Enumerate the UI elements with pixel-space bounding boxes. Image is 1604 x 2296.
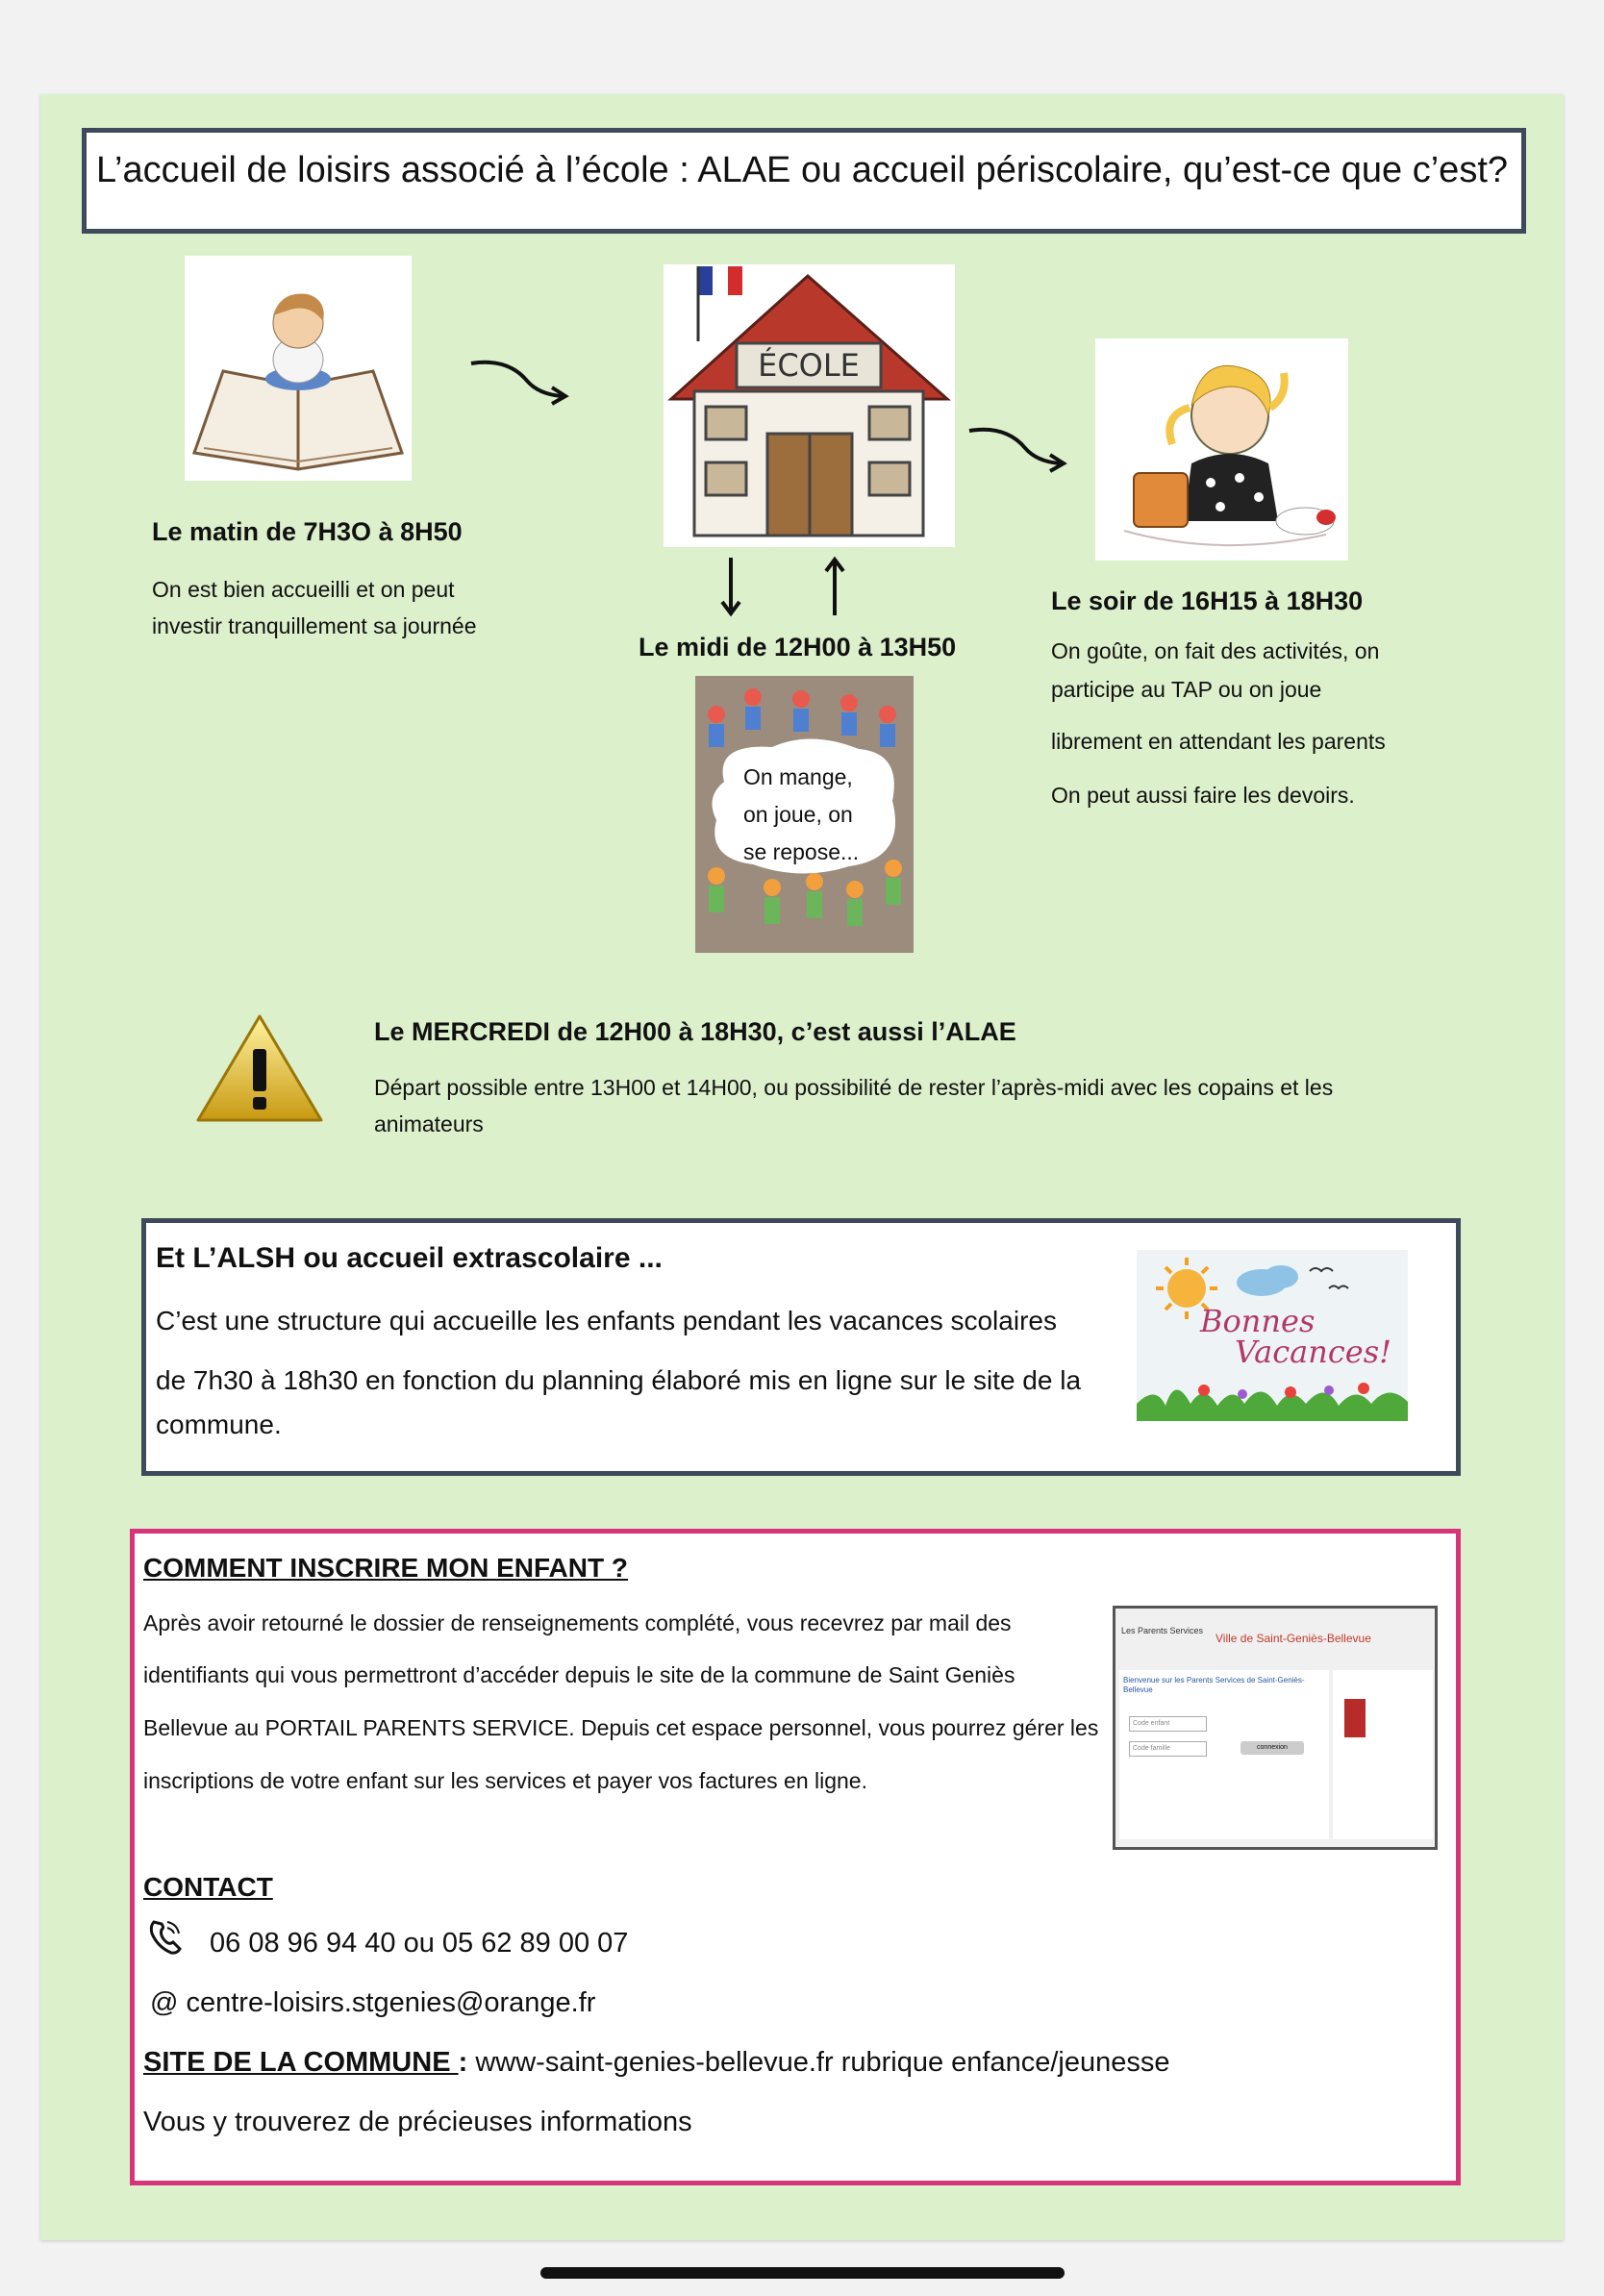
- evening-heading: Le soir de 16H15 à 18H30: [1051, 586, 1364, 615]
- site-colon: :: [458, 2047, 468, 2078]
- alsh-box: [141, 1218, 1461, 1476]
- alsh-line: C’est une structure qui accueille les enfants pendant les vacances scolaires: [156, 1306, 1057, 1335]
- evening-line: participe au TAP ou on joue: [1051, 677, 1322, 702]
- children-playing-illustration: [695, 676, 914, 953]
- contact-email: @ centre-loisirs.stgenies@orange.fr: [150, 1987, 596, 2018]
- title-box: [82, 128, 1526, 234]
- alsh-line: commune.: [156, 1410, 282, 1439]
- portal-side: [1333, 1670, 1433, 1839]
- wednesday-heading: Le MERCREDI de 12H00 à 18H30, c’est aussi l’ALAE: [374, 1017, 1016, 1046]
- portal-main: [1119, 1670, 1329, 1839]
- contact-phone: 06 08 96 94 40 ou 05 62 89 00 07: [210, 1928, 629, 1959]
- warning-icon: [194, 1012, 325, 1128]
- contact-heading: CONTACT: [143, 1872, 273, 1902]
- evening-line: On peut aussi faire les devoirs.: [1051, 783, 1355, 808]
- inscription-line: Après avoir retourné le dossier de renseignements complété, vous recevrez par mail des: [143, 1610, 1012, 1635]
- portal-site-title: Ville de Saint-Geniès-Bellevue: [1216, 1632, 1371, 1645]
- contact-note: Vous y trouverez de précieuses informations: [143, 2107, 692, 2137]
- noon-heading: Le midi de 12H00 à 13H50: [639, 633, 957, 661]
- wednesday-line: animateurs: [374, 1111, 484, 1136]
- inscription-line: identifiants qui vous permettront d’accéder depuis le site de la commune de Saint Geniès: [143, 1662, 1015, 1687]
- site-line: [143, 2047, 1170, 2079]
- inscription-heading: COMMENT INSCRIRE MON ENFANT ?: [143, 1553, 628, 1583]
- coat-of-arms-icon: [1344, 1699, 1366, 1737]
- bv-line: Bonnes: [1200, 1303, 1316, 1339]
- child-reading-illustration: [185, 256, 412, 481]
- alsh-line: de 7h30 à 18h30 en fonction du planning élaboré mis en ligne sur le site de la: [156, 1365, 1082, 1395]
- arrow-up-icon: [823, 556, 846, 617]
- morning-line: On est bien accueilli et on peut: [152, 577, 455, 602]
- arrow-right-icon: [469, 356, 569, 406]
- morning-line: investir tranquillement sa journée: [152, 613, 477, 638]
- inscription-line: inscriptions de votre enfant sur les services et payer vos factures en ligne.: [143, 1768, 867, 1793]
- bubble-line: on joue, on: [743, 802, 853, 827]
- bv-line: Vacances!: [1235, 1334, 1391, 1370]
- portal-welcome: Bienvenue sur les Parents Services de Saint-Geniès-Bellevue: [1123, 1676, 1305, 1694]
- arrow-right-icon: [967, 423, 1067, 473]
- school-sign: ÉCOLE: [758, 347, 860, 384]
- girl-snack-illustration: [1095, 338, 1348, 561]
- portal-child-code-input: Code enfant: [1129, 1716, 1207, 1732]
- evening-line: On goûte, on fait des activités, on: [1051, 638, 1380, 663]
- bonnes-vacances-image: [1137, 1250, 1408, 1421]
- arrow-down-icon: [719, 556, 742, 617]
- bubble-line: se repose...: [743, 839, 860, 864]
- portal-connect-button: connexion: [1241, 1741, 1304, 1755]
- home-indicator[interactable]: [540, 2267, 1065, 2279]
- inscription-box: [130, 1529, 1461, 2185]
- wednesday-line: Départ possible entre 13H00 et 14H00, ou possibilité de rester l’après-midi avec les copains et les: [374, 1075, 1334, 1100]
- site-url: www-saint-genies-bellevue.fr rubrique enfance/jeunesse: [467, 2047, 1170, 2078]
- school-illustration: [664, 264, 955, 547]
- portal-screenshot: [1113, 1606, 1438, 1850]
- evening-line: librement en attendant les parents: [1051, 729, 1386, 754]
- alsh-heading: Et L’ALSH ou accueil extrascolaire ...: [156, 1242, 663, 1274]
- portal-logo: Les Parents Services: [1121, 1626, 1204, 1635]
- morning-heading: Le matin de 7H3O à 8H50: [152, 517, 463, 546]
- wednesday-text: [374, 1069, 1333, 1142]
- phone-icon: [148, 1918, 183, 1955]
- bubble-line: On mange,: [743, 764, 853, 789]
- bonnes-vacances-text: [1200, 1303, 1391, 1370]
- page-title: L’accueil de loisirs associé à l’école : ALAE ou accueil périscolaire, qu’est-ce que c’est?: [96, 150, 1509, 190]
- noon-bubble-text: [743, 759, 859, 871]
- portal-family-code-input: Code famille: [1129, 1741, 1207, 1757]
- morning-text: [152, 571, 477, 644]
- site-label: SITE DE LA COMMUNE: [143, 2047, 459, 2078]
- inscription-line: Bellevue au PORTAIL PARENTS SERVICE. Depuis cet espace personnel, vous pourrez gérer les: [143, 1715, 1099, 1740]
